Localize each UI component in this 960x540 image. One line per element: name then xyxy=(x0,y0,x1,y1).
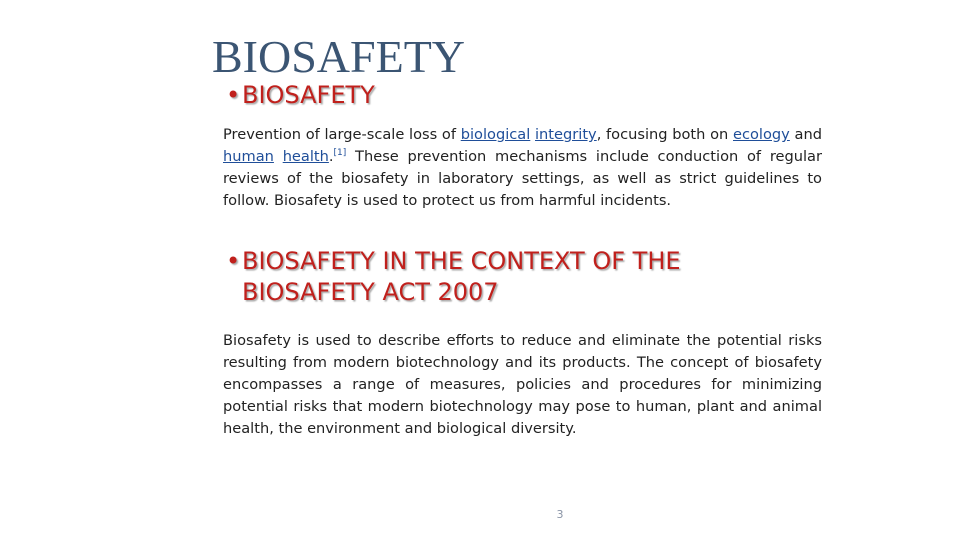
citation-link[interactable]: [1] xyxy=(333,148,347,159)
section-heading-text: BIOSAFETY xyxy=(242,81,375,109)
bullet-icon: • xyxy=(226,247,241,275)
link-biological[interactable]: biological xyxy=(460,126,531,143)
link-health[interactable]: health xyxy=(282,148,329,165)
link-human[interactable]: human xyxy=(223,148,274,165)
section-heading-line2: BIOSAFETY ACT 2007 xyxy=(242,278,499,306)
biosafety-act-paragraph: Biosafety is used to describe efforts to reduce and eliminate the potential risks resulting from modern biotechnology and its products. The concept of biosafety encompasses a range of measures, policies and procedures for minimizing potential risks that modern biotechnology may pose to human, plant and animal health, the environment and biological diversity. xyxy=(223,332,822,437)
section-heading-line1: BIOSAFETY IN THE CONTEXT OF THE xyxy=(242,247,681,275)
link-ecology[interactable]: ecology xyxy=(733,126,790,143)
section-heading-biosafety-act xyxy=(226,246,818,308)
section-heading-biosafety xyxy=(226,80,375,111)
page-number: 3 xyxy=(556,508,564,521)
link-integrity[interactable]: integrity xyxy=(535,126,597,143)
bullet-icon: • xyxy=(226,81,241,109)
biosafety-definition-paragraph: Prevention of large-scale loss of biological integrity, focusing both on ecology and human health.[1] These prevention mechanisms include conduction of regular reviews of the biosafety in laboratory settings, as well as strict guidelines to follow. Biosafety is used to protect us from harmful incidents. xyxy=(223,126,822,209)
slide-title: BIOSAFETY xyxy=(212,31,466,82)
